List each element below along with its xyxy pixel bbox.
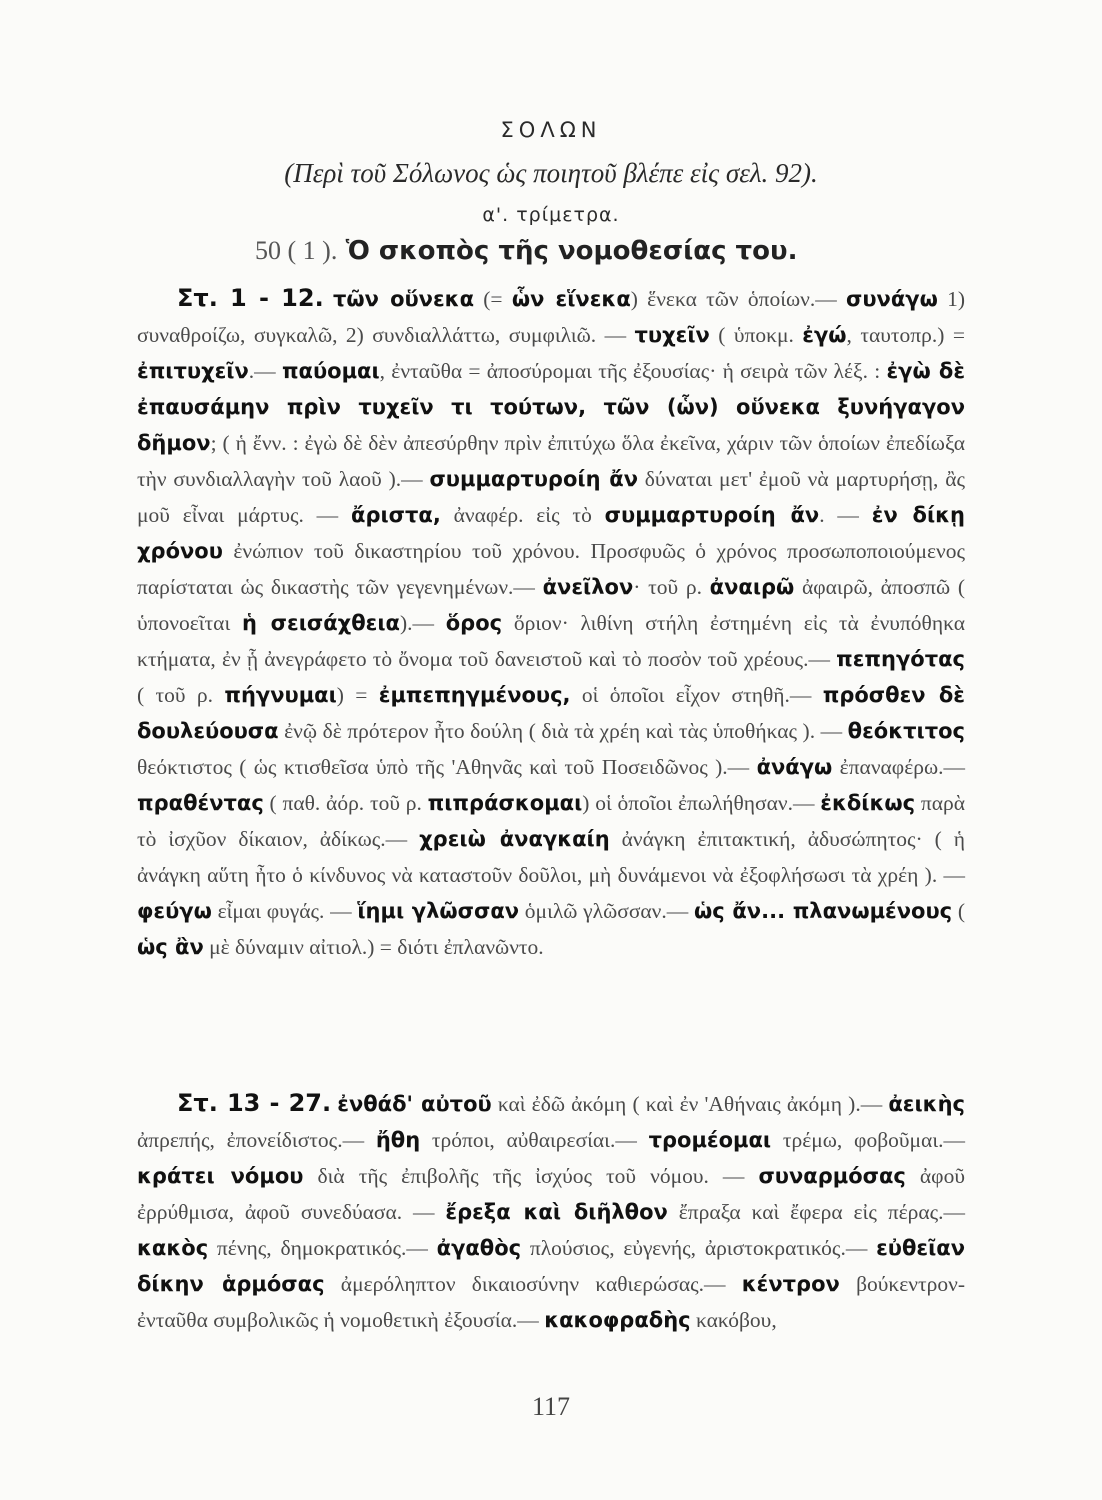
- lemma: πραθέντας: [137, 791, 264, 815]
- gloss: μὲ δύναμιν αἰτιολ.) = διότι ἐπλανῶντο.: [203, 935, 544, 959]
- lemma: ἤθη: [375, 1128, 421, 1152]
- gloss: πλούσιος, εὐγενής, ἀριστοκρατικός.—: [521, 1236, 877, 1260]
- gloss: ἀφαιρῶ, ἀποσπῶ ( ὑπονοεῖται: [137, 575, 965, 635]
- lemma: ἐγώ: [802, 323, 847, 347]
- lemma: τῶν οὕνεκα: [332, 287, 475, 311]
- gloss: ) οἱ ὁποῖοι ἐπωλήθησαν.—: [582, 791, 821, 815]
- gloss: ; ( ἡ ἔνν. : ἐγὼ δὲ δὲν ἀπεσύρθην πρὶν ἐπιτύχω ὅλα ἐκεῖνα, χάριν τῶν ὁποίων ἐπεδίωξα τὴν συνδιαλλαγὴν τοῦ λαοῦ ).—: [137, 431, 965, 491]
- gloss: τρέμω, φοβοῦμαι.—: [771, 1128, 965, 1152]
- gloss: ).—: [399, 611, 446, 635]
- lemma: ἵημι γλῶσσαν: [357, 899, 520, 923]
- gloss: πένης, δημοκρατικός.—: [208, 1236, 437, 1260]
- meter-heading: α'. τρίμετρα.: [482, 204, 620, 226]
- gloss: εἶμαι φυγάς. —: [211, 899, 358, 923]
- lemma: κέντρον: [741, 1272, 840, 1296]
- gloss: οἱ ὁποῖοι εἶχον στηθῆ.—: [570, 683, 823, 707]
- gloss: ἐνώπιον τοῦ δικαστηρίου τοῦ χρόνου. Προσφυῶς ὁ χρόνος προσωποποιούμενος παρίσταται ὡς δικαστὴς τῶν γεγενημένων.—: [137, 539, 965, 599]
- commentary-paragraph-2: [137, 1085, 965, 1338]
- lemma: κακὸς: [137, 1236, 209, 1260]
- lemma: ἐγὼ δὲ ἐπαυσάμην πρὶν τυχεῖν τι τούτων, τῶν (ὧν) οὕνεκα ξυνήγαγον δῆμον: [137, 359, 966, 455]
- poem-title: Ὁ σκοπὸς τῆς νομοθεσίας του.: [345, 236, 798, 266]
- gloss: 1) συναθροίζω, συγκαλῶ, 2) συνδιαλλάττω, συμφιλιῶ. —: [137, 287, 965, 347]
- lemma: συμμαρτυροίη ἄν: [604, 503, 820, 527]
- lemma: τυχεῖν: [634, 323, 710, 347]
- lemma: ὡς ἄν... πλανωμένους: [694, 899, 953, 923]
- gloss: διὰ τῆς ἐπιβολῆς τῆς ἰσχύος τοῦ νόμου. —: [303, 1164, 759, 1188]
- lemma: ἐν δίκῃ χρόνου: [137, 503, 966, 563]
- gloss: ὅριον· λιθίνη στήλη ἐστημένη εἰς τὰ ἐνυπόθηκα κτήματα, ἐν ᾗ ἀνεγράφετο τὸ ὄνομα τοῦ δανειστοῦ καὶ τὸ ποσὸν τοῦ χρέους.—: [137, 611, 965, 671]
- gloss: ἀμερόληπτον δικαιοσύνην καθιερώσας.—: [324, 1272, 742, 1296]
- lemma: ὅρος: [445, 611, 503, 635]
- gloss: ἐνῷ δὲ πρότερον ἦτο δούλη ( διὰ τὰ χρέη καὶ τὰς ὑποθήκας ). —: [278, 719, 848, 743]
- lemma: ἐμπεπηγμένους,: [378, 683, 571, 707]
- gloss: ὁμιλῶ γλῶσσαν.—: [519, 899, 695, 923]
- lemma: ὡς ἂν: [137, 935, 204, 959]
- lemma: ἐκδίκως: [820, 791, 916, 815]
- lemma: πρόσθεν δὲ δουλεύουσα: [137, 683, 965, 743]
- lemma: ἡ σεισάχθεια: [242, 611, 400, 635]
- verse-range-label: Στ. 13 - 27.: [177, 1089, 332, 1117]
- gloss: (=: [474, 287, 512, 311]
- lemma: κράτει νόμου: [137, 1164, 304, 1188]
- lemma: ἐνθάδ' αὐτοῦ: [337, 1092, 492, 1116]
- lemma: ἀεικὴς: [888, 1092, 965, 1116]
- lemma: πιπράσκομαι: [427, 791, 583, 815]
- gloss: ) =: [336, 683, 379, 707]
- lemma: ἐπιτυχεῖν: [137, 359, 249, 383]
- lemma: θεόκτιτος: [847, 719, 965, 743]
- gloss: .—: [248, 359, 282, 383]
- lemma: συνάγω: [846, 287, 938, 311]
- lemma: παύομαι: [281, 359, 380, 383]
- running-header: ΣΟΛΩΝ: [500, 118, 602, 142]
- lemma: ὧν εἵνεκα: [511, 287, 631, 311]
- gloss: ( παθ. ἀόρ. τοῦ ρ.: [263, 791, 428, 815]
- gloss: ἀναφέρ. εἰς τὸ: [440, 503, 605, 527]
- gloss: καὶ ἐδῶ ἀκόμη ( καὶ ἐν 'Αθήναις ἀκόμη ).—: [491, 1092, 889, 1116]
- lemma: τρομέομαι: [648, 1128, 772, 1152]
- lemma: ἀνάγω: [756, 755, 833, 779]
- cross-reference-note: (Περὶ τοῦ Σόλωνος ὡς ποιητοῦ βλέπε εἰς σελ. 92).: [284, 158, 818, 188]
- lemma: ἀναιρῶ: [709, 575, 795, 599]
- lemma: χρειὼ ἀναγκαίη: [419, 827, 610, 851]
- gloss: ἀφοῦ ἐρρύθμισα, ἀφοῦ συνεδύασα. —: [137, 1164, 965, 1224]
- lemma: εὐθεῖαν δίκην ἁρμόσας: [137, 1236, 966, 1296]
- poem-number: 50 ( 1 ).: [255, 236, 338, 265]
- gloss: ) ἕνεκα τῶν ὁποίων.—: [630, 287, 846, 311]
- gloss: τρόποι, αὐθαιρεσίαι.—: [420, 1128, 649, 1152]
- gloss: δύναται μετ' ἐμοῦ νὰ μαρτυρήσῃ, ἂς μοῦ εἶναι μάρτυς. —: [137, 467, 965, 527]
- gloss: . —: [819, 503, 872, 527]
- lemma: ἄριστα,: [351, 503, 441, 527]
- gloss: κακόβου,: [690, 1308, 777, 1332]
- lemma: κακοφραδὴς: [544, 1308, 691, 1332]
- gloss: βούκεντρον- ἐνταῦθα συμβολικῶς ἡ νομοθετικὴ ἐξουσία.—: [137, 1272, 965, 1332]
- lemma: συμμαρτυροίη ἄν: [429, 467, 638, 491]
- gloss: ἀπρεπής, ἐπονείδιστος.—: [137, 1128, 376, 1152]
- gloss: ἐπαναφέρω.—: [832, 755, 965, 779]
- gloss: (: [952, 899, 965, 923]
- lemma: πήγνυμαι: [224, 683, 337, 707]
- page-number: 117: [531, 1392, 571, 1421]
- lemma: συναρμόσας: [758, 1164, 906, 1188]
- lemma: ἔρεξα καὶ διῆλθον: [445, 1200, 668, 1224]
- poem-heading: [255, 236, 797, 266]
- gloss: , ἐνταῦθα = ἀποσύρομαι τῆς ἐξουσίας· ἡ σειρὰ τῶν λέξ. :: [379, 359, 887, 383]
- verse-range-label: Στ. 1 - 12.: [177, 284, 324, 312]
- lemma: ἀνεῖλον: [542, 575, 634, 599]
- gloss: · τοῦ ρ.: [633, 575, 710, 599]
- gloss: θεόκτιστος ( ὡς κτισθεῖσα ὑπὸ τῆς 'Αθηνᾶς καὶ τοῦ Ποσειδῶνος ).—: [137, 755, 757, 779]
- gloss: παρὰ τὸ ἰσχῦον δίκαιον, ἀδίκως.—: [137, 791, 965, 851]
- gloss: , ταυτοπρ.) =: [846, 323, 965, 347]
- gloss: ἔπραξα καὶ ἔφερα εἰς πέρας.—: [667, 1200, 965, 1224]
- gloss: ( ὑποκμ.: [709, 323, 803, 347]
- lemma: φεύγω: [137, 899, 212, 923]
- gloss: ( τοῦ ρ.: [137, 683, 225, 707]
- commentary-paragraph-1: [137, 280, 965, 965]
- lemma: ἀγαθὸς: [436, 1236, 522, 1260]
- lemma: πεπηγότας: [836, 647, 965, 671]
- gloss: ἀνάγκη ἐπιτακτική, ἀδυσώπητος· ( ἡ ἀνάγκη αὕτη ἦτο ὁ κίνδυνος νὰ καταστοῦν δοῦλοι, μὴ δυνάμενοι νὰ ἐξοφλήσωσι τὰ χρέη ). —: [137, 827, 965, 887]
